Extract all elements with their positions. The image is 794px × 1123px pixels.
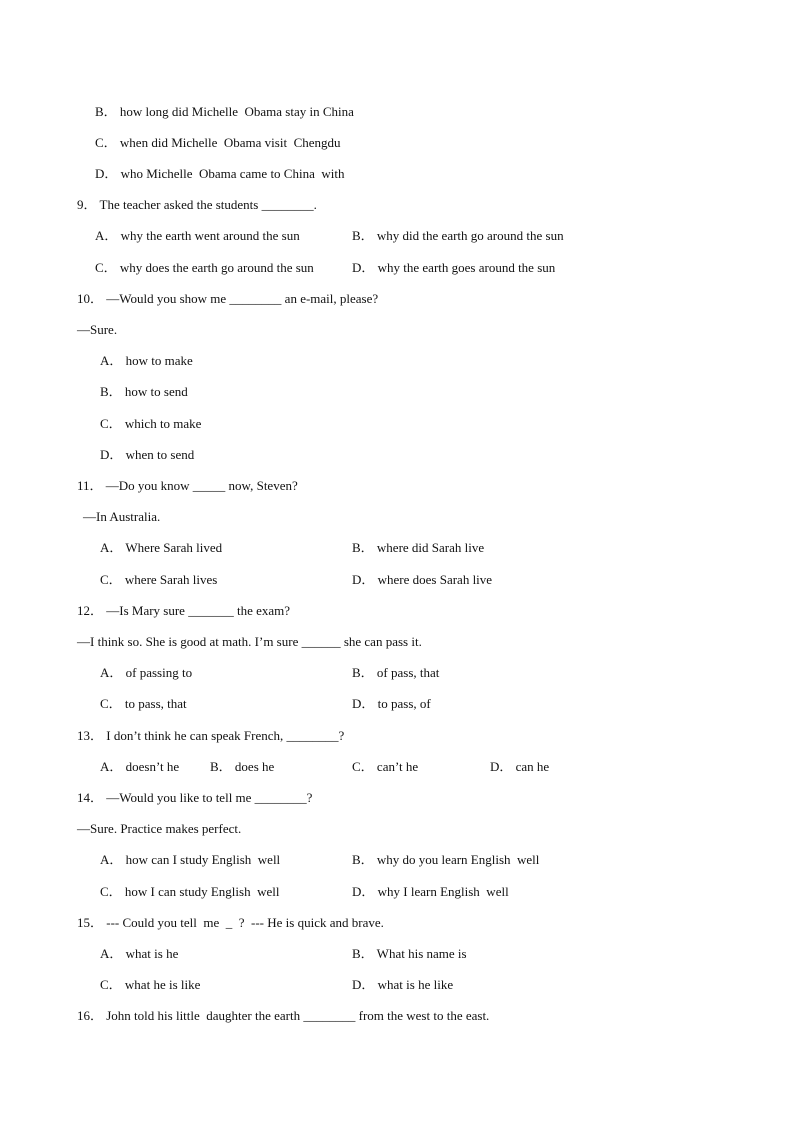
q15-option-b: B． What his name is [352, 946, 467, 961]
q16-stem: 16． John told his little daughter the earth ________ from the west to the east. [77, 1008, 490, 1023]
q8-option-b: B． how long did Michelle Obama stay in China [95, 104, 354, 119]
q12-reply: —I think so. She is good at math. I’m sure ______ she can pass it. [77, 634, 422, 649]
q14-option-d: D． why I learn English well [352, 884, 509, 899]
q9-option-a: A． why the earth went around the sun [95, 228, 300, 243]
q12-option-c: C． to pass, that [100, 696, 187, 711]
q9-option-d: D． why the earth goes around the sun [352, 260, 556, 275]
q13-option-c: C． can’t he [352, 759, 419, 774]
q11-option-d: D． where does Sarah live [352, 572, 493, 587]
q15-option-d: D． what is he like [352, 977, 454, 992]
q9-option-b: B． why did the earth go around the sun [352, 228, 564, 243]
q11-stem: 11． —Do you know _____ now, Steven? [77, 478, 298, 493]
q11-option-c: C． where Sarah lives [100, 572, 218, 587]
q15-stem: 15． --- Could you tell me _ ? --- He is quick and brave. [77, 915, 384, 930]
q10-option-a: A． how to make [100, 353, 193, 368]
q10-option-d: D． when to send [100, 447, 195, 462]
q14-option-c: C． how I can study English well [100, 884, 280, 899]
q15-option-a: A． what is he [100, 946, 179, 961]
q12-option-a: A． of passing to [100, 665, 193, 680]
q14-option-b: B． why do you learn English well [352, 852, 540, 867]
q11-option-a: A． Where Sarah lived [100, 540, 223, 555]
q14-stem: 14． —Would you like to tell me ________? [77, 790, 313, 805]
q12-option-d: D． to pass, of [352, 696, 431, 711]
q13-stem: 13． I don’t think he can speak French, ________? [77, 728, 345, 743]
q10-option-b: B． how to send [100, 384, 188, 399]
q15-option-c: C． what he is like [100, 977, 201, 992]
q12-option-b: B． of pass, that [352, 665, 440, 680]
q9-option-c: C． why does the earth go around the sun [95, 260, 314, 275]
q10-reply: —Sure. [77, 322, 118, 337]
q10-option-c: C． which to make [100, 416, 202, 431]
q10-stem: 10． —Would you show me ________ an e-mail, please? [77, 291, 379, 306]
q13-option-a: A． doesn’t he [100, 759, 180, 774]
q9-stem: 9． The teacher asked the students ________. [77, 197, 317, 212]
q13-option-d: D． can he [490, 759, 550, 774]
q11-reply: —In Australia. [83, 509, 161, 524]
q14-reply: —Sure. Practice makes perfect. [77, 821, 242, 836]
q14-option-a: A． how can I study English well [100, 852, 281, 867]
q8-option-c: C． when did Michelle Obama visit Chengdu [95, 135, 341, 150]
q12-stem: 12． —Is Mary sure _______ the exam? [77, 603, 291, 618]
q8-option-d: D． who Michelle Obama came to China with [95, 166, 345, 181]
q13-option-b: B． does he [210, 759, 275, 774]
q11-option-b: B． where did Sarah live [352, 540, 485, 555]
